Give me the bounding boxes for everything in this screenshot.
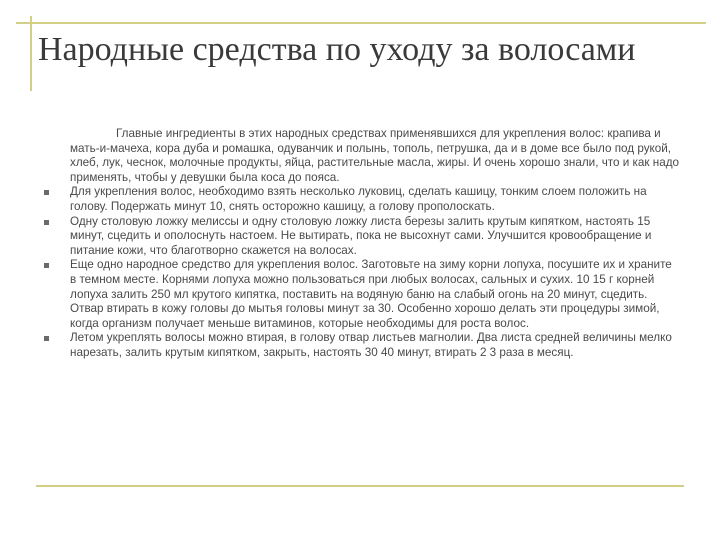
title-accent-vertical-line xyxy=(30,16,32,91)
square-bullet-icon xyxy=(44,190,49,195)
slide-body xyxy=(40,127,680,361)
list-item-text: Летом укреплять волосы можно втирая, в голову отвар листьев магнолии. Два листа средней величины мелко нарезать, залить крутым кипятком, закрыть, настоять 30 40 минут, втирать 2 3 раза в месяц. xyxy=(70,331,672,359)
square-bullet-icon xyxy=(44,220,49,225)
intro-paragraph: Главные ингредиенты в этих народных средствах применявшихся для укрепления волос: крапива и мать-и-мачеха, кора дуба и ромашка, одуванчик и полынь, тополь, петрушка, да и в доме все было под рукой, хлеб, лук, чеснок, молочные продукты, яйца, растительные масла, жиры. И очень хорошо знали, что и как надо применять, чтобы у девушки была коса до пояса. xyxy=(70,127,680,184)
footer-divider-line xyxy=(36,485,684,487)
square-bullet-icon xyxy=(44,263,49,268)
square-bullet-icon xyxy=(44,336,49,341)
list-item xyxy=(40,185,680,214)
slide-title: Народные средства по уходу за волосами xyxy=(38,31,636,68)
list-item-text: Еще одно народное средство для укрепления волос. Заготовьте на зиму корни лопуха, посушите их и храните в темном месте. Корнями лопуха можно пользоваться при любых волосах, сальных и сухих. 10 15 г корней лопуха залить 250 мл крутого кипятка, поставить на водяную баню на слабый огонь на 20 минут, сцедить. Отвар втирать в кожу головы до мытья головы минут за 30. Особенно хорошо делать эти процедуры зимой, когда организм получает меньше витаминов, которые необходимы для роста волос. xyxy=(70,258,672,330)
title-accent-horizontal-line xyxy=(16,22,706,24)
list-item xyxy=(40,331,680,360)
list-item-text: Для укрепления волос, необходимо взять несколько луковиц, сделать кашицу, тонким слоем положить на голову. Подержать минут 10, снять осторожно кашицу, а голову прополоскать. xyxy=(70,185,647,213)
list-item xyxy=(40,215,680,259)
list-item xyxy=(40,258,680,331)
list-item-text: Одну столовую ложку мелиссы и одну столовую ложку листа березы залить крутым кипятком, настоять 15 минут, сцедить и ополоснуть настоем. Не вытирать, пока не высохнут сами. Улучшится кровообращение и питание кожи, что благотворно скажется на волосах. xyxy=(70,214,652,257)
